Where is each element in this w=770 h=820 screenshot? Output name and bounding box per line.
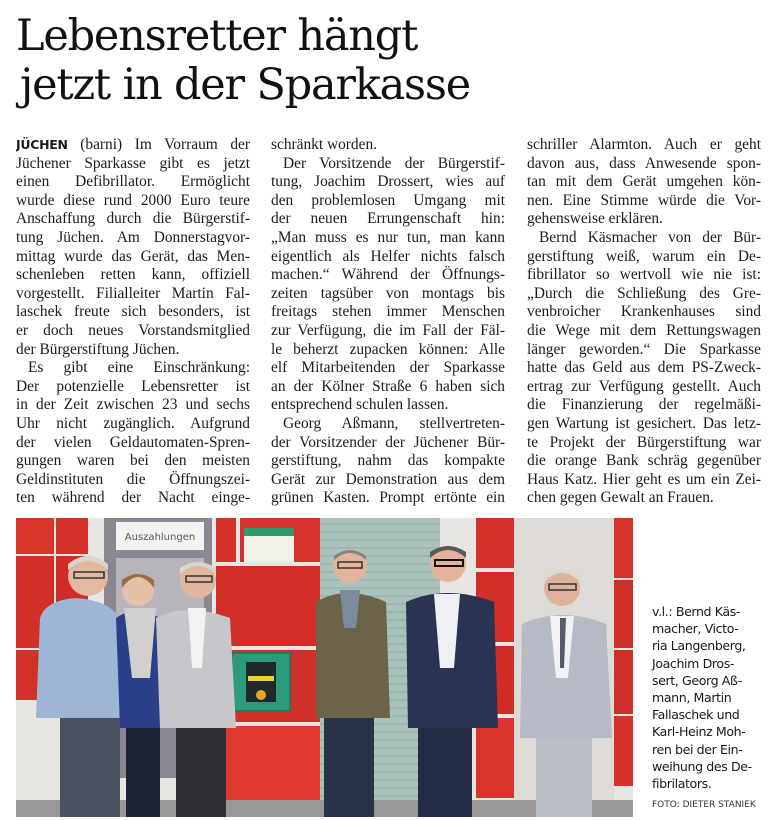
article-line: grünen Kasten. Prompt ertönte ein — [271, 489, 505, 507]
article-line: venbroicher Krankenhauses sind — [527, 303, 761, 321]
article-line: gerstiftung weiß, warum ein De- — [527, 247, 761, 265]
article-line: Es gibt eine Einschränkung: — [28, 359, 250, 377]
article-line: gungen waren bei den meisten — [16, 452, 250, 470]
article-line: Geldinstituten die Öffnungszei- — [16, 470, 250, 488]
article-line: gen Wartung ist gesichert. Das letz- — [527, 414, 761, 432]
article-line: schenleben retten kann, offiziell — [16, 266, 250, 284]
caption-line: sert, Georg Aß- — [652, 672, 742, 688]
photo-credit: FOTO: DIETER STANIEK — [652, 800, 756, 810]
article-line: le beherzt zupacken können: Alle — [271, 340, 505, 358]
article-line: laschek freute sich besonders, ist — [16, 303, 250, 321]
sign-text: Auszahlungen — [124, 532, 196, 543]
article-line: schriller Alarmton. Auch er geht — [527, 136, 761, 153]
article-line: machen.“ Während der Öffnungs- — [271, 266, 505, 284]
article-line: Der potenzielle Lebensretter ist — [16, 377, 250, 395]
headline-line-2: jetzt in der Sparkasse — [20, 60, 471, 110]
article-column-3 — [527, 136, 761, 508]
article-line: ten während der Nacht einge- — [16, 489, 250, 507]
article-line: vorgestellt. Filialleiter Martin Fal- — [16, 284, 250, 302]
caption-line: Fallaschek und — [652, 707, 740, 723]
caption-line: mann, Martin — [652, 690, 732, 706]
article-line: schränkt worden. — [271, 136, 377, 153]
caption-line: fibrilators. — [652, 776, 712, 792]
article-line: Bernd Käsmacher von der Bür- — [539, 228, 761, 246]
caption-line: weihung des De- — [652, 758, 752, 774]
article-line: te Projekt der Bürgerstiftung war — [527, 433, 761, 451]
article-line: chen gegen Gewalt an Frauen. — [527, 489, 714, 507]
article-line: „Man muss es nur tun, man kann — [271, 228, 505, 246]
article-line: tung Jüchen. Am Donnerstagvor- — [16, 228, 250, 246]
article-line: Georg Aßmann, stellvertreten- — [283, 414, 505, 432]
article-line — [16, 136, 250, 155]
article-column-1 — [16, 136, 250, 508]
caption-line: v.l.: Bernd Käs- — [652, 604, 741, 619]
caption-line: ria Langenberg, — [652, 638, 746, 654]
article-line: elf Mitarbeitenden der Sparkasse — [271, 359, 505, 377]
dateline: JÜCHEN — [16, 137, 68, 152]
article-column-2 — [271, 136, 505, 508]
article-line: tan mit dem Gerät umgehen kön- — [527, 173, 761, 191]
photo-caption — [652, 603, 768, 792]
article-line: den problemlosen Umgang mit — [271, 191, 505, 209]
article-line: eigentlich als Helfer nichts falsch — [271, 247, 505, 265]
article-photo — [16, 518, 633, 817]
article-line: Uhr nicht zugänglich. Aufgrund — [16, 414, 250, 432]
article-line: zur Verfügung, die im Fall der Fäl- — [271, 321, 505, 339]
article-line: entsprechend schulen lassen. — [271, 396, 449, 414]
article-line: freitags stehen immer Menschen — [271, 303, 505, 321]
defibrillator-cabinet-icon — [232, 653, 290, 711]
article-line: die Finanzierung der regelmäßi- — [527, 396, 761, 414]
article-line: gerstiftung, nahm das kompakte — [271, 452, 505, 470]
article-line: die orange Bank schräg gegenüber — [527, 452, 761, 470]
article-line: einen Defibrillator. Ermöglicht — [16, 173, 250, 191]
article-line: an der Kölner Straße 6 haben sich — [271, 377, 505, 395]
article-line: ertrag zur Verfügung gestellt. Auch — [527, 377, 761, 395]
caption-line: Karl-Heinz Moh- — [652, 724, 746, 740]
article-line: Haus Katz. Hier geht es um ein Zei- — [527, 470, 761, 488]
article-line: Jüchener Sparkasse gibt es jetzt — [16, 154, 250, 172]
article-line: Anschaffung durch die Bürgerstif- — [16, 210, 250, 228]
article-line: mittag wurde das Gerät, das Men- — [16, 247, 250, 265]
article-line: länger geworden.“ Die Sparkasse — [527, 340, 761, 358]
article-line: davon aus, dass Anwesende spon- — [527, 154, 761, 172]
article-line: er doch neues Vorstandsmitglied — [16, 321, 250, 339]
article-line: die Wege mit dem Rettungswagen — [527, 321, 761, 339]
headline — [16, 12, 616, 110]
caption-line: ren bei der Ein- — [652, 741, 743, 757]
article-line: fibrillator so wertvoll wie nie ist: — [527, 266, 761, 284]
article-line: hatte das Geld aus dem PS-Zweck- — [527, 359, 761, 377]
article-line: der Vorsitzender der Jüchener Bür- — [271, 433, 505, 451]
article-line: Der Vorsitzende der Bürgerstif- — [283, 154, 505, 172]
article-line: nen. Eine Stimme würde die Vor- — [527, 191, 761, 209]
article-line: wurde diese rund 2000 Euro teure — [16, 191, 250, 209]
headline-line-1: Lebensretter hängt — [16, 11, 418, 61]
article-line: in der Zeit zwischen 23 und sechs — [16, 396, 250, 414]
caption-line: macher, Victo- — [652, 621, 739, 637]
article-line: zeiten tagsüber von montags bis — [271, 284, 505, 302]
caption-line: Joachim Dros- — [652, 655, 735, 671]
article-line: gehensweise erklären. — [527, 210, 663, 228]
article-line: der vielen Geldautomaten-Spren- — [16, 433, 250, 451]
article-line: „Durch die Schließung des Gre- — [527, 284, 761, 302]
article-line: der neuen Errungenschaft hin: — [271, 210, 505, 228]
article-line-text: (barni) Im Vorraum der — [67, 136, 250, 153]
article-line: tung, Joachim Drossert, wies auf — [271, 173, 505, 191]
article-line: Gerät zur Demonstration aus dem — [271, 470, 505, 488]
article-line: der Bürgerstiftung Jüchen. — [16, 340, 180, 358]
